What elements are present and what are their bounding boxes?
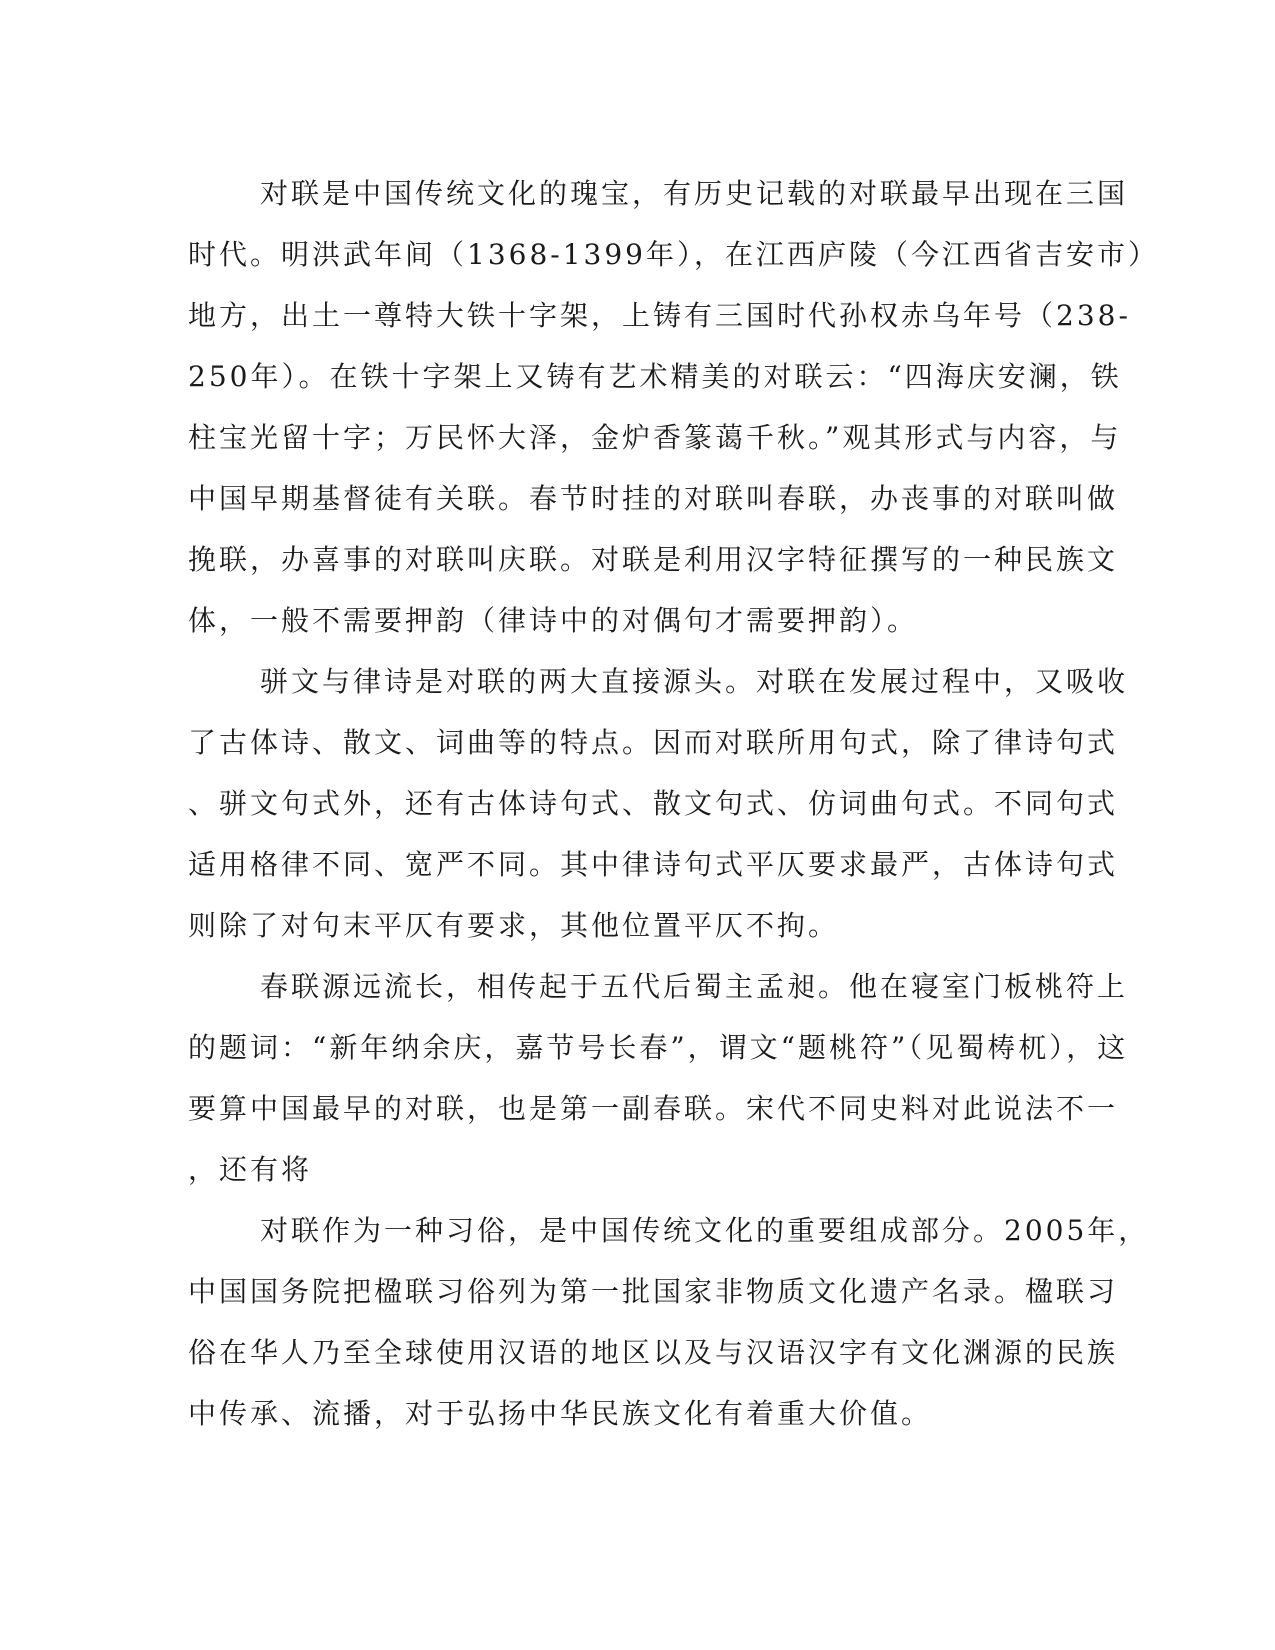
paragraph-line: 时代。明洪武年间（1368-1399年），在江西庐陵（今江西省吉安市） xyxy=(188,238,1159,271)
paragraph-line: 中传承、流播，对于弘扬中华民族文化有着重大价值。 xyxy=(188,1397,933,1430)
paragraph-1 xyxy=(188,163,1159,651)
paragraph-line: 的题词：“新年纳余庆，嘉节号长春”，谓文“题桃符”（见蜀梼杌），这 xyxy=(188,1031,1129,1064)
paragraph-4 xyxy=(188,1200,1150,1444)
paragraph-line: 、骈文句式外，还有古体诗句式、散文句式、仿词曲句式。不同句式 xyxy=(188,787,1119,820)
paragraph-line: ，还有将 xyxy=(188,1153,313,1186)
paragraph-line: 了古体诗、散文、词曲等的特点。因而对联所用句式，除了律诗句式 xyxy=(188,726,1119,759)
paragraph-line: 对联作为一种习俗，是中国传统文化的重要组成部分。2005年， xyxy=(260,1214,1150,1247)
paragraph-line: 骈文与律诗是对联的两大直接源头。对联在发展过程中，又吸收 xyxy=(260,665,1129,698)
paragraph-line: 250年）。在铁十字架上又铸有艺术精美的对联云：“四海庆安澜，铁 xyxy=(188,360,1122,393)
paragraph-line: 对联是中国传统文化的瑰宝，有历史记载的对联最早出现在三国 xyxy=(260,177,1129,210)
paragraph-line: 体，一般不需要押韵（律诗中的对偶句才需要押韵）。 xyxy=(188,604,919,637)
paragraph-line: 地方，出土一尊特大铁十字架，上铸有三国时代孙权赤乌年号（238- xyxy=(188,299,1131,332)
paragraph-line: 柱宝光留十字；万民怀大泽，金炉香篆蔼千秋。”观其形式与内容，与 xyxy=(188,421,1122,454)
paragraph-line: 则除了对句末平仄有要求，其他位置平仄不拘。 xyxy=(188,909,840,942)
paragraph-line: 俗在华人乃至全球使用汉语的地区以及与汉语汉字有文化渊源的民族 xyxy=(188,1336,1119,1369)
paragraph-line: 要算中国最早的对联，也是第一副春联。宋代不同史料对此说法不一 xyxy=(188,1092,1119,1125)
paragraph-2 xyxy=(188,651,1129,956)
document-body xyxy=(188,163,1159,1444)
paragraph-line: 中国国务院把楹联习俗列为第一批国家非物质文化遗产名录。楹联习 xyxy=(188,1275,1119,1308)
paragraph-3 xyxy=(188,956,1129,1200)
paragraph-line: 挽联，办喜事的对联叫庆联。对联是利用汉字特征撰写的一种民族文 xyxy=(188,543,1119,576)
paragraph-line: 中国早期基督徒有关联。春节时挂的对联叫春联，办丧事的对联叫做 xyxy=(188,482,1119,515)
paragraph-line: 适用格律不同、宽严不同。其中律诗句式平仄要求最严，古体诗句式 xyxy=(188,848,1119,881)
paragraph-line: 春联源远流长，相传起于五代后蜀主孟昶。他在寝室门板桃符上 xyxy=(260,970,1129,1003)
